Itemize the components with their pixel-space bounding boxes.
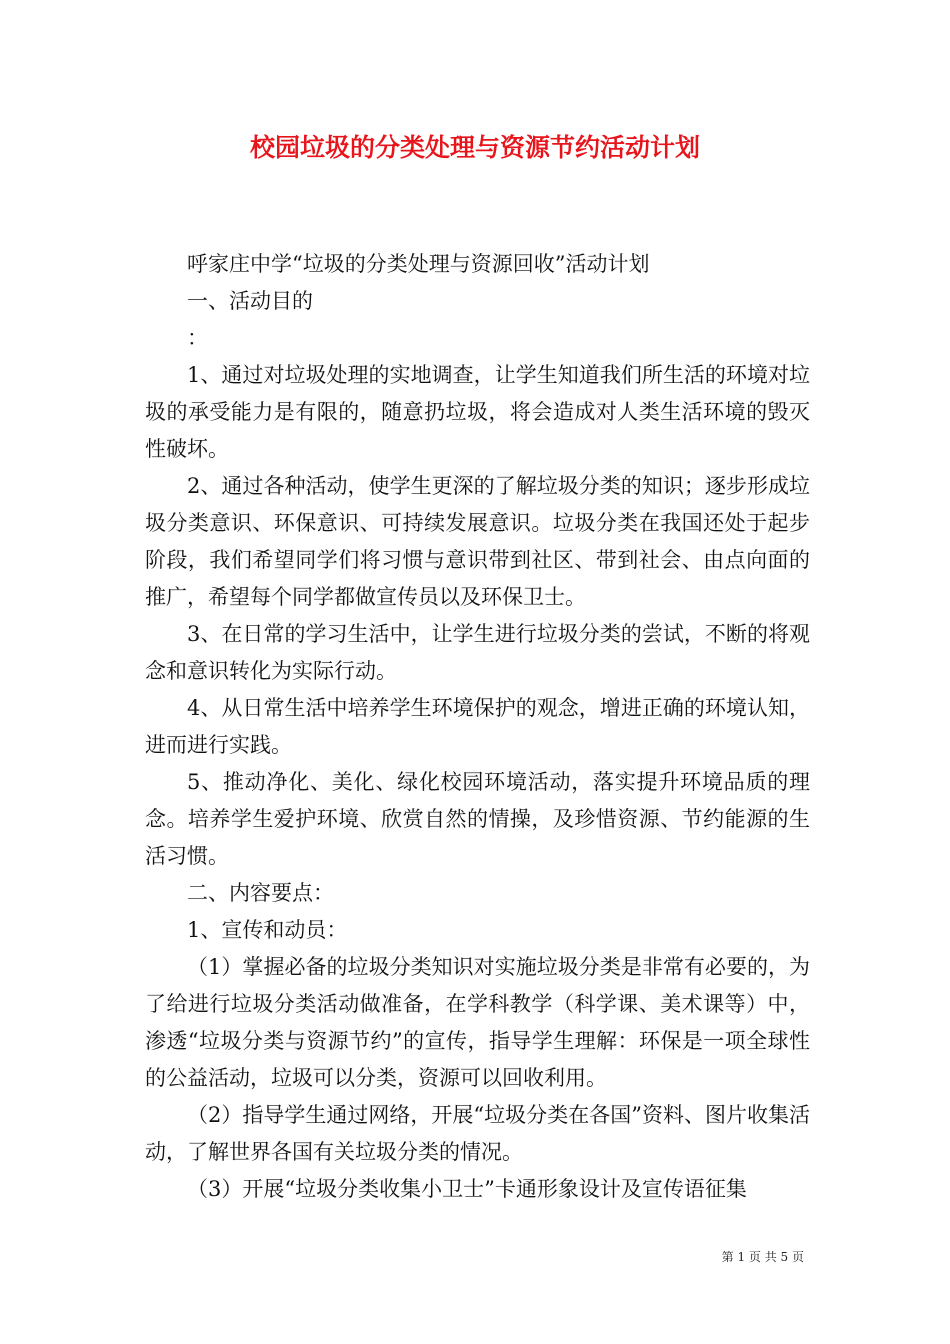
subheading-promotion: 1、宣传和动员： xyxy=(187,918,348,942)
document-title: 校园垃圾的分类处理与资源节约活动计划 xyxy=(249,133,700,162)
paragraph-promotion-3: （3）开展“垃圾分类收集小卫士”卡通形象设计及宣传语征集 xyxy=(187,1177,747,1201)
paragraph-colon: ： xyxy=(187,326,208,350)
paragraph-promotion-1: （1）掌握必备的垃圾分类知识对实施垃圾分类是非常有必要的，为了给进行垃圾分类活动做准备，在学科教学（科学课、美术课等）中，渗透“垃圾分类与资源节约”的宣传，指导学生理解：环保是一项全球性的公益活动，垃圾可以分类，资源可以回收利用。 xyxy=(145,955,810,1090)
section-heading-content: 二、内容要点： xyxy=(187,881,334,905)
paragraph-promotion-2: （2）指导学生通过网络，开展“垃圾分类在各国”资料、图片收集活动，了解世界各国有关垃圾分类的情况。 xyxy=(145,1103,810,1164)
paragraph-purpose-5: 5、推动净化、美化、绿化校园环境活动，落实提升环境品质的理念。培养学生爱护环境、欣赏自然的情操，及珍惜资源、节约能源的生活习惯。 xyxy=(145,770,810,868)
paragraph-purpose-3: 3、在日常的学习生活中，让学生进行垃圾分类的尝试，不断的将观念和意识转化为实际行动。 xyxy=(145,622,810,683)
document-body xyxy=(145,246,810,1208)
page-number-footer: 第 1 页 共 5 页 xyxy=(721,1250,804,1264)
paragraph-purpose-2: 2、通过各种活动，使学生更深的了解垃圾分类的知识；逐步形成垃圾分类意识、环保意识、可持续发展意识。垃圾分类在我国还处于起步阶段，我们希望同学们将习惯与意识带到社区、带到社会、由点向面的推广，希望每个同学都做宣传员以及环保卫士。 xyxy=(145,474,810,609)
paragraph-purpose-1: 1、通过对垃圾处理的实地调查，让学生知道我们所生活的环境对垃圾的承受能力是有限的，随意扔垃圾，将会造成对人类生活环境的毁灭性破坏。 xyxy=(145,363,810,461)
paragraph-school-plan-heading: 呼家庄中学“垃圾的分类处理与资源回收”活动计划 xyxy=(187,252,650,276)
section-heading-purpose: 一、活动目的 xyxy=(187,289,313,313)
paragraph-purpose-4: 4、从日常生活中培养学生环境保护的观念，增进正确的环境认知，进而进行实践。 xyxy=(145,696,810,757)
